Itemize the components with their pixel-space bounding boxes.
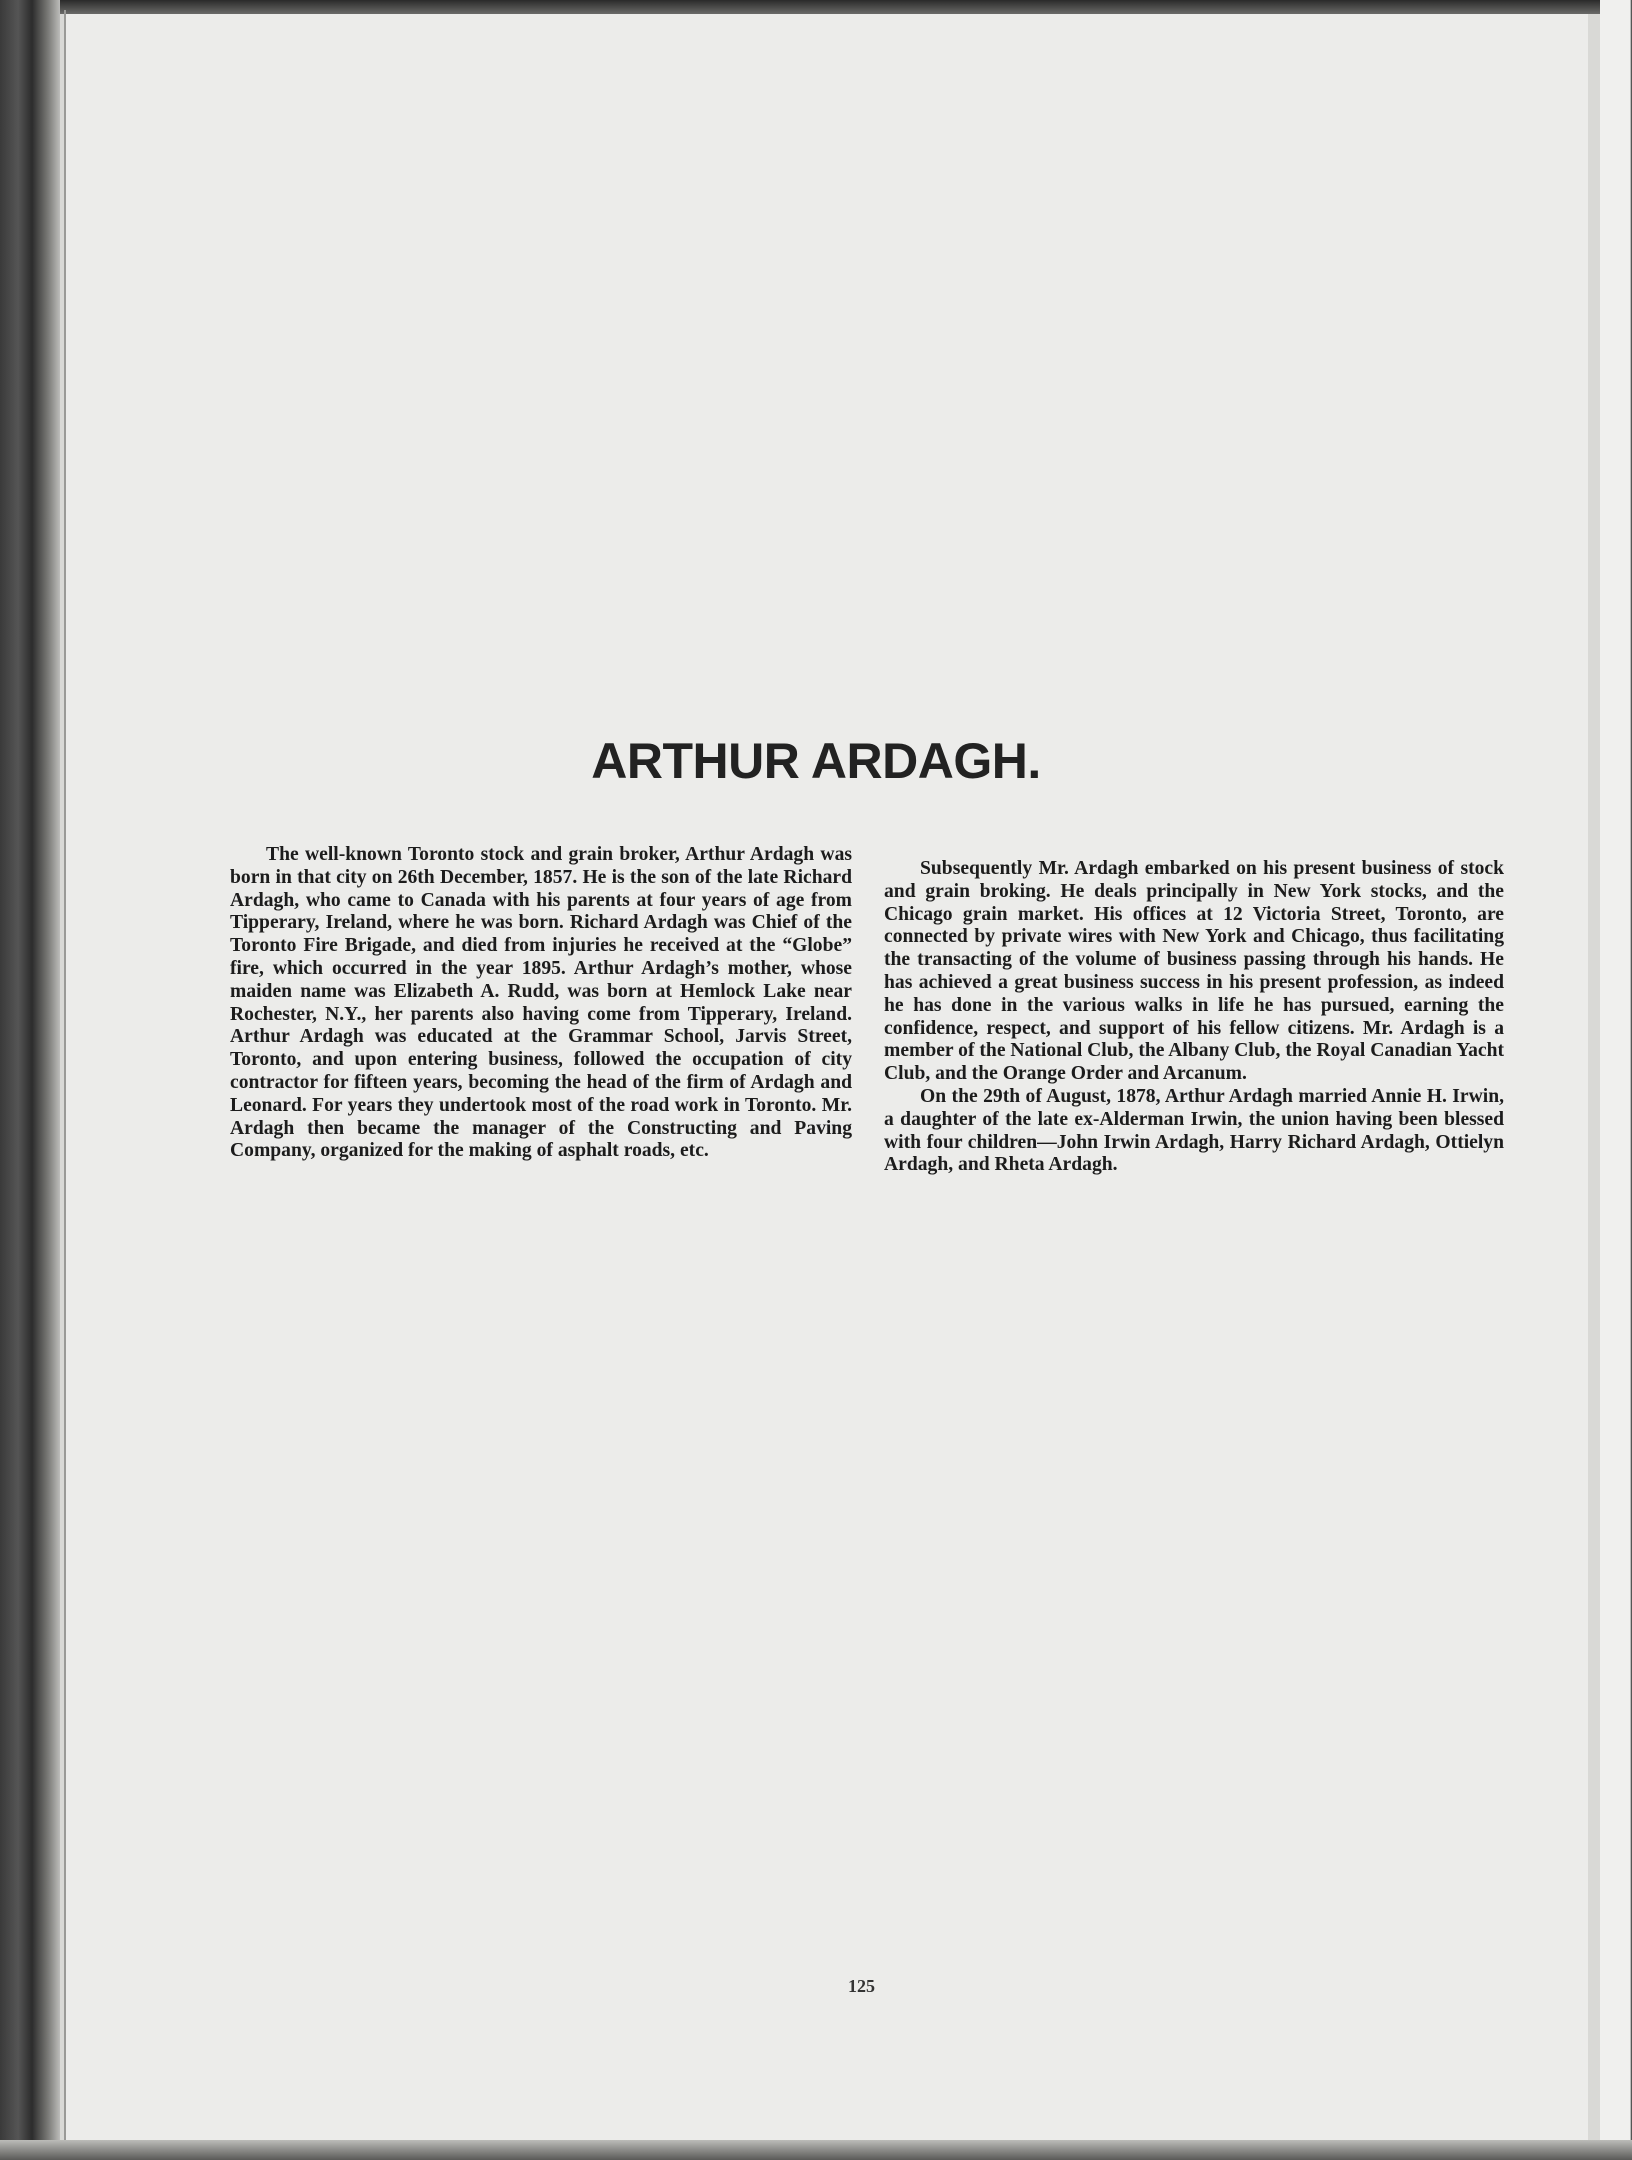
right-text-column: [884, 858, 1504, 1177]
article-title: ARTHUR ARDAGH.: [591, 733, 1041, 789]
paragraph: On the 29th of August, 1878, Arthur Ardagh married Annie H. Irwin, a daughter of the late ex-Alderman Irwin, the union having been blessed with four children—John Irwin Ardagh, Harry Richard Ardagh, Ottielyn Ardagh, and Rheta Ardagh.: [884, 1085, 1504, 1176]
next-page-edge: [1600, 0, 1632, 2160]
paragraph: Subsequently Mr. Ardagh embarked on his present business of stock and grain broking. He deals principally in New York stocks, and the Chicago grain market. His offices at 12 Victoria Street, Toronto, are connected by private wires with New York and Chicago, thus facilitating the transacting of the volume of business passing through his hands. He has achieved a great business success in his present profession, as indeed he has done in the various walks in life he has pursued, earning the confidence, respect, and support of his fellow citizens. Mr. Ardagh is a member of the National Club, the Albany Club, the Royal Canadian Yacht Club, and the Orange Order and Arcanum.: [884, 858, 1504, 1085]
page-gutter-line: [64, 10, 66, 2160]
book-spine-edge: [0, 0, 60, 2160]
left-text-column: [230, 844, 852, 1163]
scan-bottom-edge: [0, 2140, 1632, 2160]
scan-top-edge: [0, 0, 1632, 14]
paragraph: The well-known Toronto stock and grain broker, Arthur Ardagh was born in that city on 26th December, 1857. He is the son of the late Richard Ardagh, who came to Canada with his parents at four years of age from Tipperary, Ireland, where he was born. Richard Ardagh was Chief of the Toronto Fire Brigade, and died from injuries he received at the “Globe” fire, which occurred in the year 1895. Arthur Ardagh’s mother, whose maiden name was Elizabeth A. Rudd, was born at Hemlock Lake near Rochester, N.Y., her parents also having come from Tipperary, Ireland. Arthur Ardagh was educated at the Grammar School, Jarvis Street, Toronto, and upon entering business, followed the occupation of city contractor for fifteen years, becoming the head of the firm of Ardagh and Leonard. For years they undertook most of the road work in Toronto. Mr. Ardagh then became the manager of the Constructing and Paving Company, organized for the making of asphalt roads, etc.: [230, 844, 852, 1162]
page-number: 125: [848, 1976, 875, 1996]
